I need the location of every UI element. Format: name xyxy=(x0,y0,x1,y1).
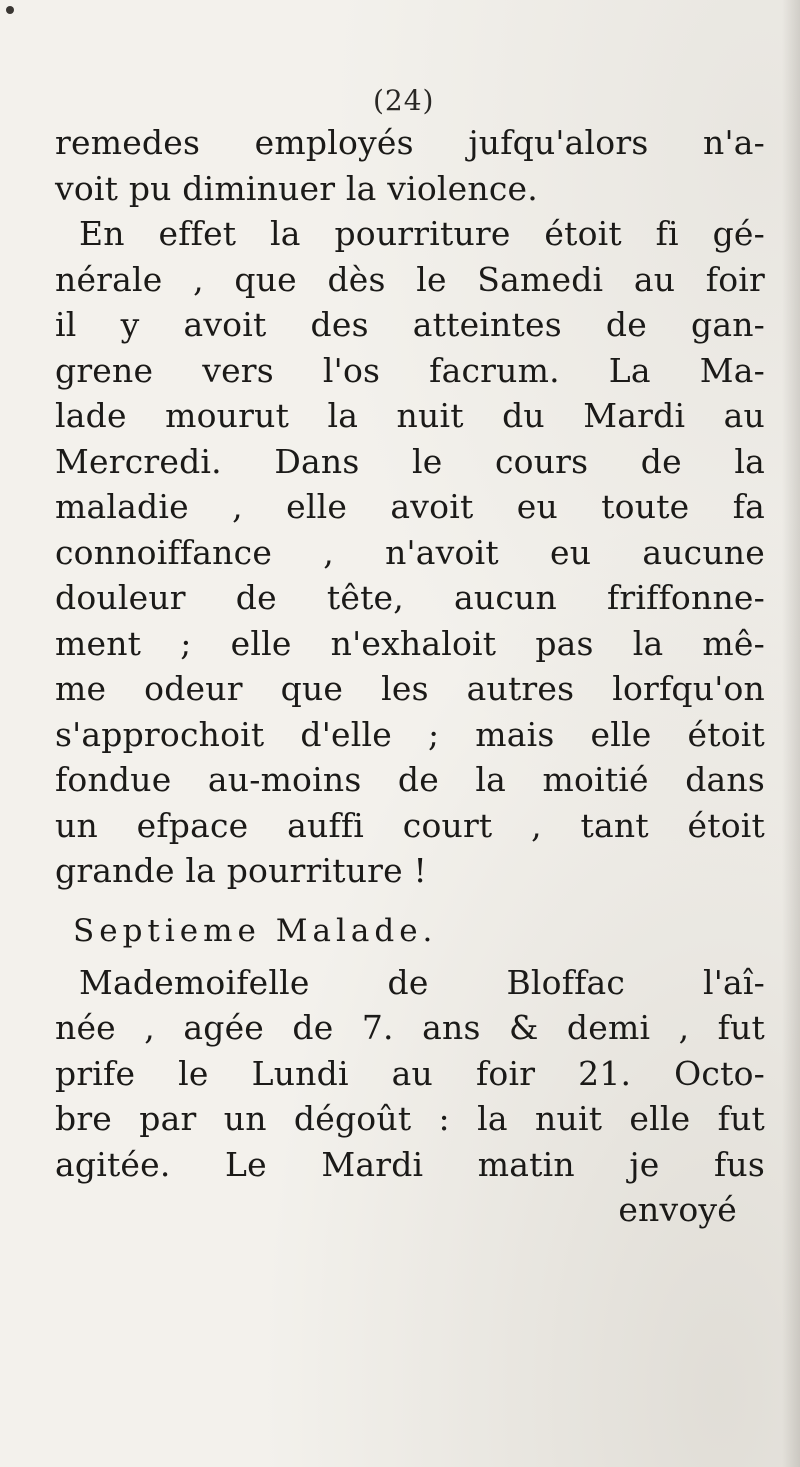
text-line: voit pu diminuer la violence. xyxy=(55,168,538,208)
ink-spot xyxy=(6,6,14,14)
section-heading: Septieme Malade. xyxy=(73,912,438,949)
text-line: remedes employés jufqu'alors n'a- xyxy=(55,123,765,162)
text-line: ment ; elle n'exhaloit pas la mê- xyxy=(55,623,765,663)
text-line: née , agée de 7. ans & demi , fut xyxy=(55,1008,765,1047)
text-line: s'approchoit d'elle ; mais elle étoit xyxy=(55,714,765,754)
page-number: (24) xyxy=(373,84,435,117)
text-line: bre par un dégoût : la nuit elle fut xyxy=(55,1099,765,1138)
page-text xyxy=(55,120,765,1233)
text-line: prife le Lundi au foir 21. Octo- xyxy=(55,1053,765,1093)
text-line: fondue au-moins de la moitié dans xyxy=(55,760,765,799)
text-line: grande la pourriture ! xyxy=(55,851,428,890)
text-line: douleur de tête, aucun friffonne- xyxy=(55,578,765,617)
text-line: lade mourut la nuit du Mardi au xyxy=(55,396,765,435)
text-line: me odeur que les autres lorfqu'on xyxy=(55,669,765,708)
text-line: nérale , que dès le Samedi au foir xyxy=(55,259,765,299)
text-line: Mercredi. Dans le cours de la xyxy=(55,441,765,481)
page-edge-shadow xyxy=(782,0,800,1467)
text-line: il y avoit des atteintes de gan- xyxy=(55,305,765,344)
text-line: En effet la pourriture étoit fi gé- xyxy=(79,214,765,253)
catchword: envoyé xyxy=(618,1190,737,1229)
text-line: grene vers l'os facrum. La Ma- xyxy=(55,350,765,390)
text-line: maladie , elle avoit eu toute fa xyxy=(55,487,765,526)
text-line: agitée. Le Mardi matin je fus xyxy=(55,1144,765,1184)
text-line: un efpace auffi court , tant étoit xyxy=(55,805,765,845)
text-line: Mademoifelle de Bloffac l'aî- xyxy=(79,962,765,1002)
text-line: connoiffance , n'avoit eu aucune xyxy=(55,532,765,572)
